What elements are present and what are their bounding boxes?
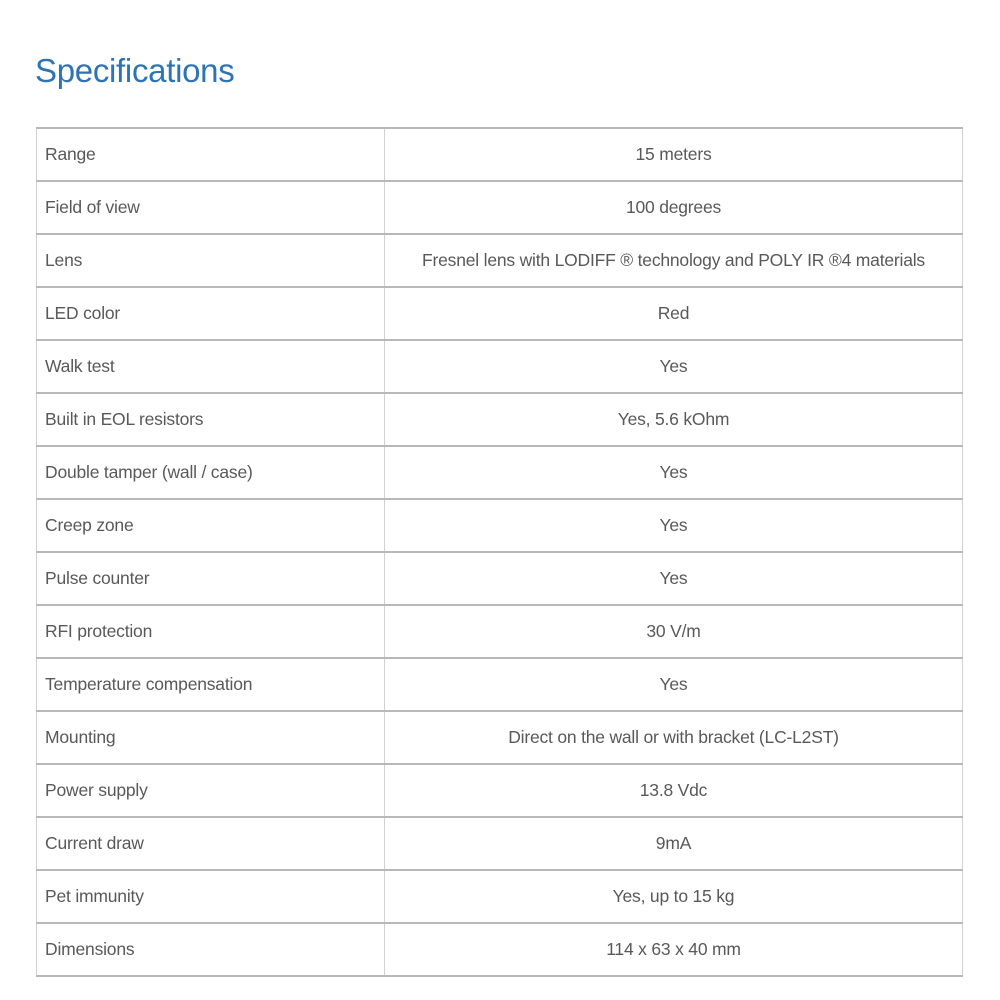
spec-value: 13.8 Vdc (385, 764, 963, 817)
table-row (37, 287, 963, 340)
spec-label: Mounting (37, 711, 385, 764)
spec-label: Field of view (37, 181, 385, 234)
spec-label: Lens (37, 234, 385, 287)
table-row (37, 658, 963, 711)
spec-label: Power supply (37, 764, 385, 817)
table-row (37, 764, 963, 817)
table-row (37, 711, 963, 764)
spec-label: RFI protection (37, 605, 385, 658)
spec-value: Yes, 5.6 kOhm (385, 393, 963, 446)
spec-label: Double tamper (wall / case) (37, 446, 385, 499)
table-row (37, 181, 963, 234)
spec-value: Yes (385, 340, 963, 393)
spec-value: 100 degrees (385, 181, 963, 234)
spec-label: Pet immunity (37, 870, 385, 923)
table-row (37, 923, 963, 976)
spec-value: Fresnel lens with LODIFF ® technology and POLY IR ®4 materials (385, 234, 963, 287)
table-row (37, 393, 963, 446)
spec-label: LED color (37, 287, 385, 340)
table-row (37, 870, 963, 923)
spec-label: Temperature compensation (37, 658, 385, 711)
table-row (37, 817, 963, 870)
spec-label: Range (37, 128, 385, 181)
table-row (37, 340, 963, 393)
table-row (37, 128, 963, 181)
table-row (37, 552, 963, 605)
spec-label: Dimensions (37, 923, 385, 976)
spec-label: Pulse counter (37, 552, 385, 605)
spec-value: 114 x 63 x 40 mm (385, 923, 963, 976)
table-row (37, 605, 963, 658)
spec-value: 15 meters (385, 128, 963, 181)
spec-value: Yes, up to 15 kg (385, 870, 963, 923)
spec-value: Yes (385, 499, 963, 552)
specifications-table (36, 127, 963, 977)
spec-value: Yes (385, 658, 963, 711)
table-row (37, 234, 963, 287)
table-row (37, 499, 963, 552)
spec-label: Built in EOL resistors (37, 393, 385, 446)
spec-value: Yes (385, 552, 963, 605)
spec-value: Red (385, 287, 963, 340)
spec-label: Current draw (37, 817, 385, 870)
spec-value: Yes (385, 446, 963, 499)
spec-label: Walk test (37, 340, 385, 393)
table-row (37, 446, 963, 499)
spec-value: 30 V/m (385, 605, 963, 658)
spec-value: Direct on the wall or with bracket (LC-L2ST) (385, 711, 963, 764)
spec-value: 9mA (385, 817, 963, 870)
page-title: Specifications (35, 52, 235, 89)
spec-label: Creep zone (37, 499, 385, 552)
